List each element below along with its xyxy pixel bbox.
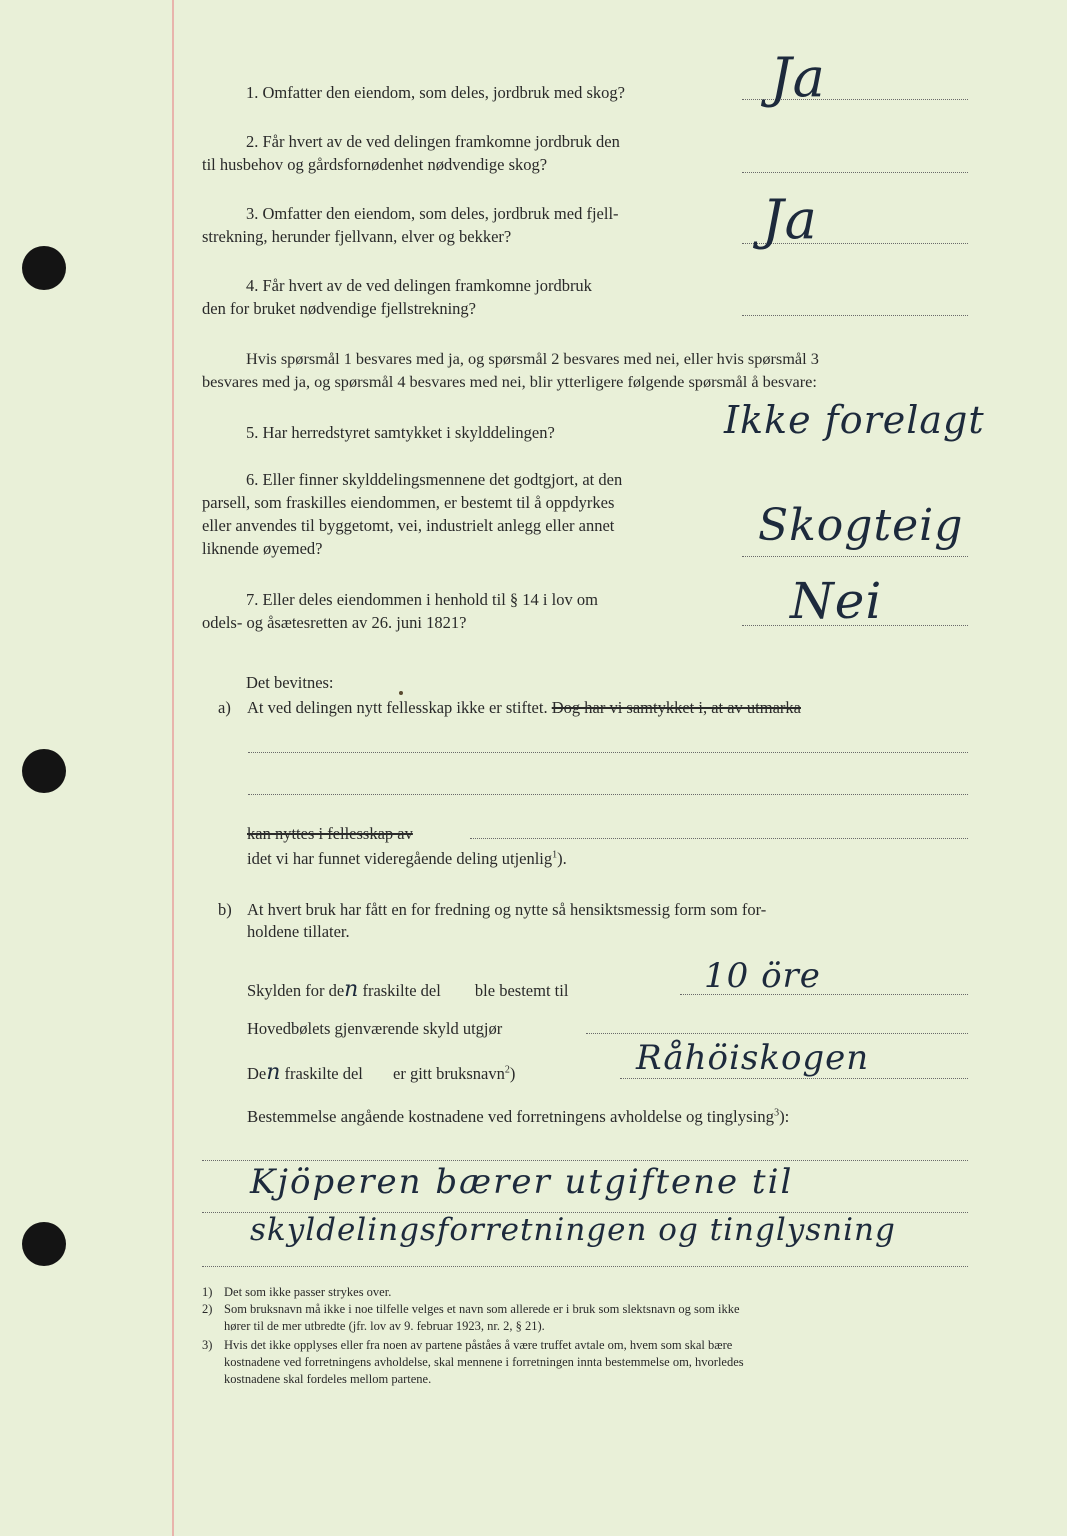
certify-a-end-text: idet vi har funnet videregående deling utjenlig	[247, 849, 553, 868]
certify-b-label: b)	[218, 900, 232, 919]
question-2-line-2: til husbehov og gårdsfornødenhet nødvendige skog?	[202, 155, 548, 174]
footnote-1-num: 1)	[202, 1285, 213, 1299]
bruksnavn-value-handwritten: Råhöiskogen	[636, 1038, 870, 1078]
question-4-line-2: den for bruket nødvendige fjellstrekning?	[202, 299, 476, 318]
certify-a-text	[247, 697, 801, 719]
question-6-line-1: 6. Eller finner skylddelingsmennene det godtgjort, at den	[246, 470, 623, 489]
certify-b-line-1: At hvert bruk har fått en for fredning og nytte så hensiktsmessig form som for-	[247, 900, 767, 919]
hovedbolet-label: Hovedbølets gjenværende skyld utgjør	[247, 1019, 503, 1038]
bestemmelse-value-line-1: Kjöperen bærer utgiftene til	[250, 1162, 794, 1202]
punch-hole-top	[22, 246, 66, 290]
question-6-line-4: liknende øyemed?	[202, 539, 323, 558]
certify-a-end-tail: ).	[557, 849, 567, 868]
question-2-line-1: 2. Får hvert av de ved delingen framkomne jordbruk den	[246, 132, 620, 151]
bruksnavn-label	[247, 1062, 515, 1085]
bruksnavn-pre: De	[247, 1064, 267, 1083]
footnote-ref-3: 3	[774, 1107, 780, 1119]
certify-a-label: a)	[218, 698, 231, 717]
certify-struck-line-2: kan nyttes i fellesskap av	[247, 824, 413, 843]
skylden-value-handwritten: 10 öre	[704, 956, 821, 996]
answer-3-handwritten: Ja	[762, 188, 818, 251]
skylden-post: ble bestemt til	[474, 981, 569, 1000]
answer-1-handwritten: Ja	[770, 46, 826, 109]
condition-line-2: besvares med ja, og spørsmål 4 besvares med nei, blir ytterligere følgende spørsmål å besvare:	[202, 372, 817, 391]
skylden-pre: Skylden for de	[247, 981, 345, 1000]
question-6-line-3: eller anvendes til byggetomt, vei, industrielt anlegg eller annet	[202, 516, 615, 535]
question-5: 5. Har herredstyret samtykket i skylddelingen?	[246, 423, 555, 442]
skylden-mid: fraskilte del	[362, 981, 441, 1000]
bestemmelse-text: Bestemmelse angående kostnadene ved forretningens avholdelse og tinglysing	[247, 1107, 775, 1126]
answer-line-4	[742, 315, 968, 316]
answer-7-handwritten: Nei	[790, 572, 883, 630]
answer-line-6	[742, 556, 968, 557]
margin-line	[172, 0, 174, 1536]
bestemmelse-value-line-2: skyldelingsforretningen og tinglysning	[250, 1212, 896, 1248]
question-3-line-1: 3. Omfatter den eiendom, som deles, jordbruk med fjell-	[246, 204, 619, 223]
bestemmelse-line-3	[202, 1266, 968, 1267]
bestemmelse-label	[247, 1106, 789, 1128]
ink-dot	[399, 691, 403, 695]
footnote-3-num: 3)	[202, 1338, 213, 1352]
bruksnavn-post: er gitt bruksnavn	[393, 1064, 505, 1083]
footnote-ref-1: 1	[552, 849, 558, 861]
certify-a-struck: Dog har vi samtykket i, at av utmarka	[551, 698, 801, 717]
question-7-line-2: odels- og åsætesretten av 26. juni 1821?	[202, 613, 467, 632]
fill-line-a-1	[248, 752, 968, 753]
question-4-line-1: 4. Får hvert av de ved delingen framkomne jordbruk	[246, 276, 592, 295]
certify-a-main: At ved delingen nytt fellesskap ikke er stiftet.	[247, 698, 548, 717]
footnote-2-line-2: hører til de mer utbredte (jfr. lov av 9. februar 1923, nr. 2, § 21).	[224, 1319, 545, 1333]
footnote-2-line-1: Som bruksnavn må ikke i noe tilfelle velges et navn som allerede er i bruk som slektsnavn og som ikke	[224, 1302, 740, 1316]
bestemmelse-line-1	[202, 1160, 968, 1161]
hovedbolet-line	[586, 1033, 968, 1034]
footnote-ref-2: 2	[504, 1064, 510, 1076]
question-3-line-2: strekning, herunder fjellvann, elver og bekker?	[202, 227, 512, 246]
certify-a-end	[247, 848, 567, 870]
answer-6-handwritten: Skogteig	[758, 500, 964, 551]
bestemmelse-tail: ):	[779, 1107, 790, 1126]
bruksnavn-tail: )	[509, 1064, 516, 1083]
punch-hole-bottom	[22, 1222, 66, 1266]
question-7-line-1: 7. Eller deles eiendommen i henhold til § 14 i lov om	[246, 590, 598, 609]
footnote-3-line-2: kostnadene ved forretningens avholdelse, skal mennene i forretningen innta bestemmelse om, hvorledes	[224, 1355, 744, 1369]
answer-5-handwritten: Ikke forelagt	[724, 398, 985, 442]
footnote-2-num: 2)	[202, 1302, 213, 1316]
question-6-line-2: parsell, som fraskilles eiendommen, er bestemt til å oppdyrkes	[202, 493, 615, 512]
bruksnavn-mid: fraskilte del	[284, 1064, 363, 1083]
footnote-1-text: Det som ikke passer strykes over.	[224, 1285, 392, 1299]
condition-line-1: Hvis spørsmål 1 besvares med ja, og spørsmål 2 besvares med nei, eller hvis spørsmål 3	[246, 349, 819, 368]
fill-line-a-2	[248, 794, 968, 795]
certify-b-line-2: holdene tillater.	[247, 922, 350, 941]
skylden-mark: n	[344, 977, 359, 1002]
bruksnavn-line	[620, 1078, 968, 1079]
footnote-3-line-3: kostnadene skal fordeles mellom partene.	[224, 1372, 432, 1386]
certify-heading: Det bevitnes:	[246, 673, 334, 692]
answer-line-2	[742, 172, 968, 173]
skylden-label	[247, 979, 568, 1002]
punch-hole-middle	[22, 749, 66, 793]
question-1: 1. Omfatter den eiendom, som deles, jordbruk med skog?	[246, 83, 625, 102]
footnote-3-line-1: Hvis det ikke opplyses eller fra noen av partene påståes å være truffet avtale om, hvem som skal bære	[224, 1338, 733, 1352]
fill-line-a-3	[470, 838, 968, 839]
bruksnavn-mark: n	[266, 1060, 281, 1085]
